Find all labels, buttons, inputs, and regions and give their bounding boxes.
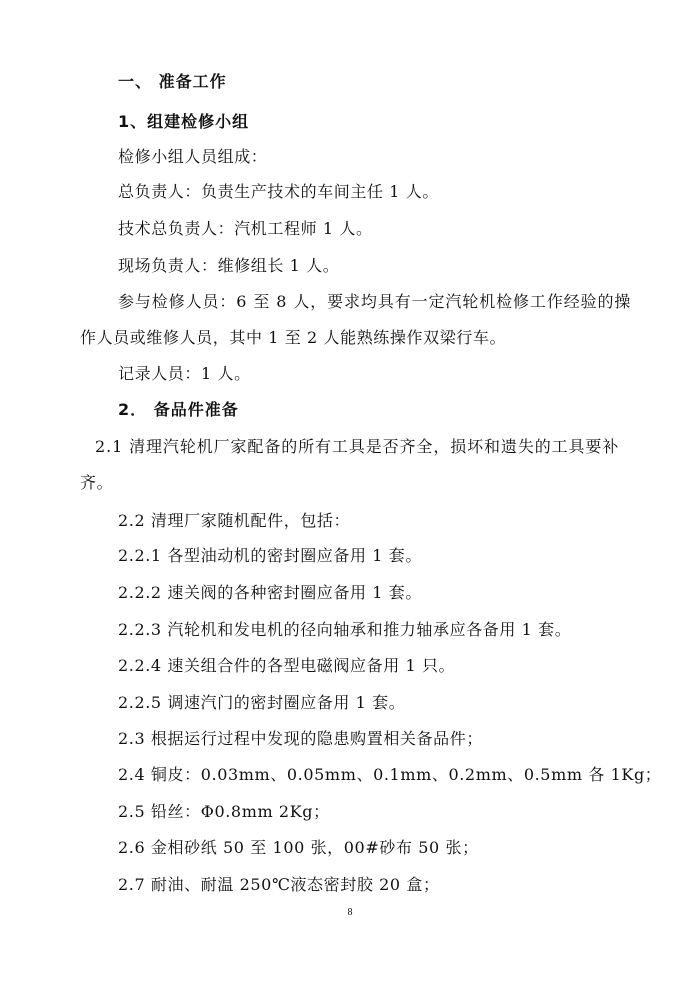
spares-item-2-2-5: 2.2.5 调速汽门的密封圈应备用 1 套。 [118,693,406,712]
spares-item-2-7: 2.7 耐油、耐温 250℃液态密封胶 20 盒； [118,875,440,894]
subsection-heading-spares: 2． 备品件准备 [118,400,239,419]
spares-item-2-2-1: 2.2.1 各型油动机的密封圈应备用 1 套。 [118,546,422,565]
team-site-chief: 现场负责人：维修组长 1 人。 [118,256,340,275]
spares-item-2-2-4: 2.2.4 速关组合件的各型电磁阀应备用 1 只。 [118,656,456,675]
team-chief: 总负责人：负责生产技术的车间主任 1 人。 [118,182,439,201]
team-participants-line1: 参与检修人员：6 至 8 人，要求均具有一定汽轮机检修工作经验的操 [118,292,632,311]
spares-item-2-2-2: 2.2.2 速关阀的各种密封圈应备用 1 套。 [118,583,422,602]
team-tech-chief: 技术总负责人：汽机工程师 1 人。 [118,219,373,238]
spares-item-2-6: 2.6 金相砂纸 50 至 100 张，00#砂布 50 张； [118,838,479,857]
spares-item-2-1-line2: 齐。 [80,473,114,492]
spares-item-2-4: 2.4 铜皮：0.03mm、0.05mm、0.1mm、0.2mm、0.5mm 各 1Kg； [118,765,662,784]
spares-item-2-1-line1: 2.1 清理汽轮机厂家配备的所有工具是否齐全，损坏和遗失的工具要补 [95,437,620,456]
spares-item-2-2-3: 2.2.3 汽轮机和发电机的径向轴承和推力轴承应各备用 1 套。 [118,620,572,639]
spares-item-2-3: 2.3 根据运行过程中发现的隐患购置相关备品件； [118,729,483,748]
section-heading-preparation: 一、 准备工作 [118,72,227,91]
page-number: 8 [347,907,353,918]
spares-item-2-5: 2.5 铅丝：Φ0.8mm 2Kg； [118,802,330,821]
team-participants-line2: 作人员或维修人员，其中 1 至 2 人能熟练操作双梁行车。 [80,328,507,347]
spares-item-2-2: 2.2 清理厂家随机配件，包括： [118,511,351,530]
team-intro: 检修小组人员组成： [118,147,268,166]
team-recorder: 记录人员：1 人。 [118,364,251,383]
subsection-heading-team: 1、组建检修小组 [118,112,250,131]
